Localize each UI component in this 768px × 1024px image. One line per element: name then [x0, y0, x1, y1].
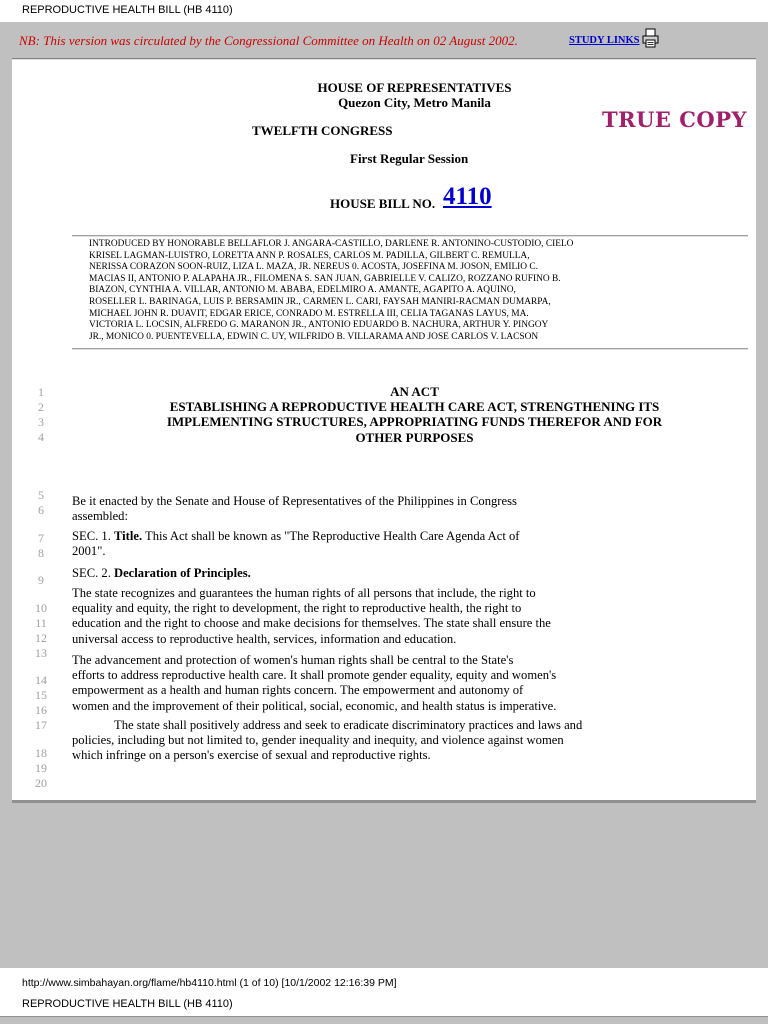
page-edge: [0, 1016, 768, 1024]
notice-bar: [0, 22, 768, 58]
paragraph: The state shall positively address and seek to eradicate discriminatory practices and laws and policies, including but not limited to, gender inequality and inequity, and violence against women which infringe on a person's exercise of sexual and reproductive rights.: [72, 718, 583, 763]
line-number: 15: [35, 688, 47, 702]
line-number: 5: [38, 488, 44, 502]
enacting-clause: Be it enacted by the Senate and House of Representatives of the Philippines in Congress assembled:: [72, 494, 517, 524]
notice-text: NB: This version was circulated by the Congressional Committee on Health on 02 August 2002.: [19, 33, 518, 48]
line-number: 19: [35, 761, 47, 775]
line-number: 20: [35, 776, 47, 790]
footer-url: http://www.simbahayan.org/flame/hb4110.html (1 of 10) [10/1/2002 12:16:39 PM]: [22, 977, 397, 989]
line-number: 8: [38, 546, 44, 560]
line-number: 13: [35, 646, 47, 660]
printer-icon[interactable]: [642, 28, 659, 48]
footer-title: REPRODUCTIVE HEALTH BILL (HB 4110): [22, 998, 233, 1010]
divider: [72, 348, 748, 350]
house-heading: HOUSE OF REPRESENTATIVES: [317, 80, 512, 95]
location-heading: Quezon City, Metro Manila: [338, 95, 491, 110]
line-number: 10: [35, 601, 47, 615]
line-number: 3: [38, 415, 44, 429]
line-number: 1: [38, 385, 44, 399]
line-number: 7: [38, 531, 44, 545]
paragraph: The advancement and protection of women's human rights shall be central to the State's efforts to address reproductive health care. It shall promote gender equality, equity and women's empowerment as a health and human rights concern. The empowerment and autonomy of women and the improvement of their political, social, economic, and health status is imperative.: [72, 653, 557, 713]
section-2-heading: SEC. 2. Declaration of Principles.: [72, 566, 251, 580]
print-header-title: REPRODUCTIVE HEALTH BILL (HB 4110): [22, 4, 233, 16]
act-title: AN ACT ESTABLISHING A REPRODUCTIVE HEALTH CARE ACT, STRENGTHENING ITS IMPLEMENTING STRUCTURES, APPROPRIATING FUNDS THEREFOR AND FOR OTHER PURPOSES: [166, 384, 663, 445]
divider: [72, 235, 748, 237]
congress-heading: TWELFTH CONGRESS: [252, 123, 393, 138]
paragraph: The state recognizes and guarantees the human rights of all persons that include, the right to equality and equity, the right to development, the right to reproductive health, the right to education and the right to choose and make decisions for themselves. The state shall ensure the universal access to reproductive health, services, information and education.: [72, 586, 551, 646]
line-number: 6: [38, 503, 44, 517]
session-heading: First Regular Session: [350, 151, 469, 166]
introduced-by: INTRODUCED BY HONORABLE BELLAFLOR J. ANGARA-CASTILLO, DARLENE R. ANTONINO-CUSTODIO, CIELO KRISEL LAGMAN-LUISTRO, LORETTA ANN P. ROSALES, CARLOS M. PADILLA, GILBERT C. REMULLA, NERISSA CORAZON SOON-RUIZ, LIZA L. MAZA, JR. NEREUS 0. ACOSTA, JOSEFINA M. JOSON, EMILIO C. MACIAS II, ANTONIO P. ALAPAHA JR., FILOMENA S. SAN JUAN, GABRIELLE V. CALIZO, ROZZANO RUFINO B. BIAZON, CYNTHIA A. VILLAR, ANTONIO M. ABABA, EDELMIRO A. AMANTE, AGAPITO A. AQUINO, ROSELLER L. BARINAGA, LUIS P. BERSAMIN JR., CARMEN L. CARI, FAYSAH MANIRI-RACMAN DUMARPA, MICHAEL JOHN R. DUAVIT, EDGAR ERICE, CONRADO M. ESTRELLA III, CELIA TAGANAS LAYUS, MA. VICTORIA L. LOCSIN, ALFREDO G. MARANON JR., ANTONIO EDUARDO B. NACHURA, ARTHUR Y. PINGOY JR., MONICO 0. PUENTEVELLA, EDWIN C. UY, WILFRIDO B. VILLARAMA AND JOSE CARLOS V. LACSON: [89, 239, 574, 342]
line-number: 4: [38, 430, 44, 444]
bill-label: HOUSE BILL NO.: [330, 196, 436, 211]
section-1: SEC. 1. Title. This Act shall be known as "The Reproductive Health Care Agenda Act of 2001".: [72, 529, 520, 559]
bill-number-link[interactable]: 4110: [443, 183, 492, 210]
line-number: 14: [35, 673, 47, 687]
line-number: 18: [35, 746, 47, 760]
true-copy-stamp: TRUE COPY: [602, 107, 747, 132]
line-number: 2: [38, 400, 44, 414]
line-number: 12: [35, 631, 47, 645]
line-number: 16: [35, 703, 47, 717]
document-panel: [12, 58, 756, 803]
line-number: 17: [35, 718, 47, 732]
line-number: 9: [38, 573, 44, 587]
line-number: 11: [35, 616, 47, 630]
print-header: [0, 0, 768, 22]
study-links-link[interactable]: STUDY LINKS: [569, 35, 640, 46]
